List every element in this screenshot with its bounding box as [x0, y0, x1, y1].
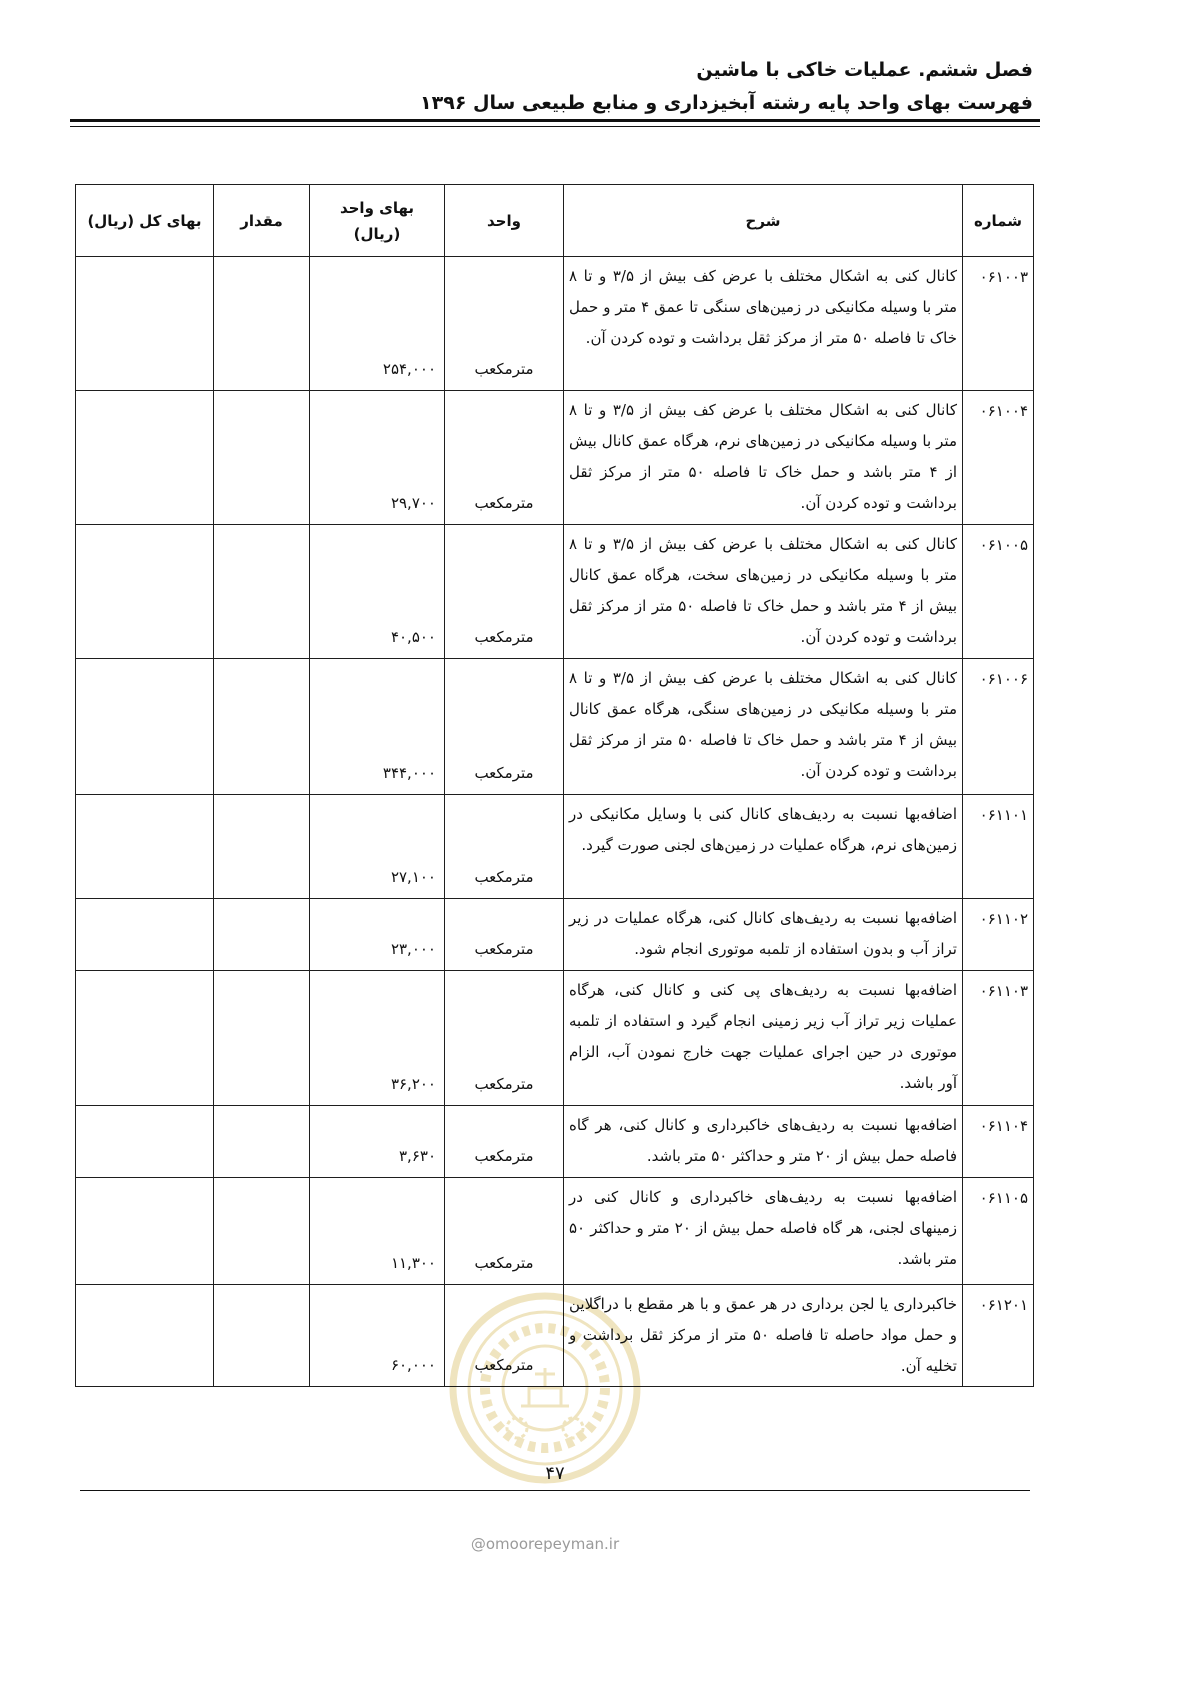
row-code: ۰۶۱۰۰۳ — [963, 257, 1034, 391]
row-code: ۰۶۱۱۰۳ — [963, 971, 1034, 1106]
row-unit-price: ۳۴۴,۰۰۰ — [310, 659, 445, 795]
table-header-row — [76, 185, 1034, 257]
row-unit-price: ۲۵۴,۰۰۰ — [310, 257, 445, 391]
row-total-price — [76, 1178, 214, 1285]
row-unit-price: ۱۱,۳۰۰ — [310, 1178, 445, 1285]
row-description: اضافه‌بها نسبت به ردیف‌های خاکبرداری و کانال کنی در زمینهای لجنی، هر گاه فاصله حمل بیش از ۲۰ متر و حداکثر ۵۰ متر باشد. — [564, 1178, 963, 1285]
row-total-price — [76, 795, 214, 899]
table-row — [76, 525, 1034, 659]
row-quantity — [214, 659, 310, 795]
row-total-price — [76, 899, 214, 971]
header-rule-thick — [70, 119, 1040, 122]
row-unit: مترمکعب — [445, 525, 564, 659]
row-quantity — [214, 971, 310, 1106]
column-header-description: شرح — [564, 185, 963, 257]
row-unit: مترمکعب — [445, 971, 564, 1106]
unit-price-header-line1: بهای واحد — [339, 198, 415, 217]
row-quantity — [214, 525, 310, 659]
row-unit: مترمکعب — [445, 1285, 564, 1387]
table-row — [76, 659, 1034, 795]
page-header — [233, 54, 1033, 120]
price-table — [75, 184, 1034, 1387]
row-total-price — [76, 971, 214, 1106]
table-row — [76, 899, 1034, 971]
row-code: ۰۶۱۰۰۴ — [963, 391, 1034, 525]
row-description: کانال کنی به اشکال مختلف با عرض کف بیش از ۳/۵ و تا ۸ متر با وسیله مکانیکی در زمین‌های سنگی، هرگاه عمق کانال بیش از ۴ متر باشد و حمل خاک تا فاصله ۵۰ متر از مرکز ثقل برداشت و توده کردن آن. — [564, 659, 963, 795]
row-unit-price: ۲۳,۰۰۰ — [310, 899, 445, 971]
row-description: کانال کنی به اشکال مختلف با عرض کف بیش از ۳/۵ و تا ۸ متر با وسیله مکانیکی در زمین‌های سخت، هرگاه عمق کانال بیش از ۴ متر باشد و حمل خاک تا فاصله ۵۰ متر از مرکز ثقل برداشت و توده کردن آن. — [564, 525, 963, 659]
row-unit: مترمکعب — [445, 1106, 564, 1178]
table-row — [76, 391, 1034, 525]
row-unit: مترمکعب — [445, 257, 564, 391]
row-total-price — [76, 1106, 214, 1178]
row-unit-price: ۳۶,۲۰۰ — [310, 971, 445, 1106]
row-quantity — [214, 257, 310, 391]
row-total-price — [76, 1285, 214, 1387]
row-quantity — [214, 1106, 310, 1178]
row-total-price — [76, 257, 214, 391]
row-code: ۰۶۱۰۰۶ — [963, 659, 1034, 795]
row-unit-price: ۲۹,۷۰۰ — [310, 391, 445, 525]
header-rule-thin — [70, 126, 1040, 127]
row-unit-price: ۴۰,۵۰۰ — [310, 525, 445, 659]
table-row — [76, 795, 1034, 899]
unit-price-header-line2: (ریال) — [353, 224, 401, 243]
row-quantity — [214, 1178, 310, 1285]
table-row — [76, 971, 1034, 1106]
row-code: ۰۶۱۲۰۱ — [963, 1285, 1034, 1387]
row-code: ۰۶۱۱۰۵ — [963, 1178, 1034, 1285]
row-unit-price: ۳,۶۳۰ — [310, 1106, 445, 1178]
row-description: کانال کنی به اشکال مختلف با عرض کف بیش از ۳/۵ و تا ۸ متر با وسیله مکانیکی در زمین‌های سنگی تا عمق ۴ متر و حمل خاک تا فاصله ۵۰ متر از مرکز ثقل برداشت و توده کردن آن. — [564, 257, 963, 391]
row-total-price — [76, 525, 214, 659]
row-code: ۰۶۱۱۰۴ — [963, 1106, 1034, 1178]
row-quantity — [214, 391, 310, 525]
row-description: اضافه‌بها نسبت به ردیف‌های کانال کنی، هرگاه عملیات در زیر تراز آب و بدون استفاده از تلمبه موتوری انجام شود. — [564, 899, 963, 971]
column-header-unit-price — [310, 185, 445, 257]
row-description: اضافه‌بها نسبت به ردیف‌های پی کنی و کانال کنی، هرگاه عملیات زیر تراز آب زیر زمینی انجام گیرد و استفاده از تلمبه موتوری در حین اجرای عملیات جهت خارج نمودن آب، الزام آور باشد. — [564, 971, 963, 1106]
row-unit: مترمکعب — [445, 659, 564, 795]
row-total-price — [76, 659, 214, 795]
row-unit: مترمکعب — [445, 1178, 564, 1285]
row-unit: مترمکعب — [445, 899, 564, 971]
row-code: ۰۶۱۱۰۲ — [963, 899, 1034, 971]
row-code: ۰۶۱۰۰۵ — [963, 525, 1034, 659]
page-number: ۴۷ — [545, 1463, 565, 1484]
column-header-total-price: بهای کل (ریال) — [76, 185, 214, 257]
column-header-quantity: مقدار — [214, 185, 310, 257]
row-quantity — [214, 1285, 310, 1387]
footer-watermark-text: @omoorepeyman.ir — [470, 1535, 620, 1553]
row-quantity — [214, 795, 310, 899]
row-unit-price: ۶۰,۰۰۰ — [310, 1285, 445, 1387]
row-unit: مترمکعب — [445, 795, 564, 899]
list-title: فهرست بهای واحد پایه رشته آبخیزداری و منابع طبیعی سال ۱۳۹۶ — [420, 92, 1033, 114]
column-header-code: شماره — [963, 185, 1034, 257]
table-row — [76, 1285, 1034, 1387]
row-description: خاکبرداری یا لجن برداری در هر عمق و با هر مقطع با دراگلاین و حمل مواد حاصله تا فاصله ۵۰ متر از مرکز ثقل برداشت و تخلیه آن. — [564, 1285, 963, 1387]
column-header-unit: واحد — [445, 185, 564, 257]
table-row — [76, 1178, 1034, 1285]
row-code: ۰۶۱۱۰۱ — [963, 795, 1034, 899]
row-description: اضافه‌بها نسبت به ردیف‌های خاکبرداری و کانال کنی، هر گاه فاصله حمل بیش از ۲۰ متر و حداکثر ۵۰ متر باشد. — [564, 1106, 963, 1178]
row-unit-price: ۲۷,۱۰۰ — [310, 795, 445, 899]
table-row — [76, 257, 1034, 391]
chapter-title: فصل ششم. عملیات خاکی با ماشین — [696, 59, 1033, 81]
footer-rule — [80, 1490, 1030, 1491]
row-description: کانال کنی به اشکال مختلف با عرض کف بیش از ۳/۵ و تا ۸ متر با وسیله مکانیکی در زمین‌های نرم، هرگاه عمق کانال بیش از ۴ متر باشد و حمل خاک تا فاصله ۵۰ متر از مرکز ثقل برداشت و توده کردن آن. — [564, 391, 963, 525]
row-unit: مترمکعب — [445, 391, 564, 525]
table-row — [76, 1106, 1034, 1178]
row-total-price — [76, 391, 214, 525]
row-quantity — [214, 899, 310, 971]
row-description: اضافه‌بها نسبت به ردیف‌های کانال کنی با وسایل مکانیکی در زمین‌های نرم، هرگاه عملیات در زمین‌های لجنی صورت گیرد. — [564, 795, 963, 899]
